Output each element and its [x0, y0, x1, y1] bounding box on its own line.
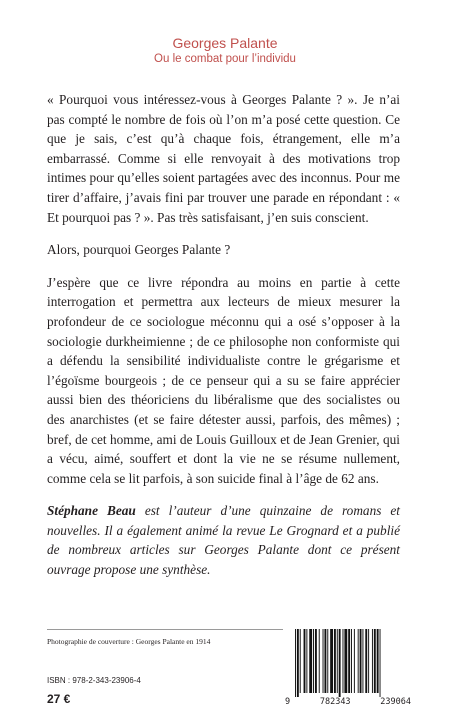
paragraph-question: Alors, pourquoi Georges Palante ?: [47, 242, 231, 258]
barcode-bar: [319, 629, 320, 693]
barcode-bar: [368, 629, 369, 693]
isbn: ISBN : 978-2-343-23906-4: [47, 676, 141, 685]
barcode-bar: [327, 629, 328, 693]
barcode-bar: [295, 629, 296, 697]
price: 27 €: [47, 692, 71, 706]
barcode-digit-lead: 9: [285, 697, 291, 707]
barcode-bar: [360, 629, 362, 693]
cover-header: [0, 35, 450, 66]
barcode-bar: [377, 629, 379, 693]
barcode-digits-right: 239064: [380, 697, 411, 707]
barcode-bar: [337, 629, 338, 693]
barcode-bar: [351, 629, 352, 693]
barcode-bar: [306, 629, 307, 693]
barcode-bar: [380, 629, 381, 697]
barcode-digits: [283, 697, 413, 707]
barcode-bar: [297, 629, 299, 697]
barcode-bar: [315, 629, 317, 693]
author-bio: [47, 501, 400, 579]
back-cover-text: [47, 90, 400, 593]
barcode-bar: [372, 629, 373, 693]
barcode-bars: [283, 627, 413, 697]
book-title: Georges Palante: [172, 35, 278, 51]
book-subtitle: Ou le combat pour l’individu: [154, 53, 296, 65]
barcode-digits-left: 782343: [319, 697, 351, 707]
barcode-bar: [344, 629, 347, 693]
barcode-bar: [313, 629, 314, 693]
paragraph-main: J’espère que ce livre répondra au moins en partie à cette interrogation et permettra aux lecteurs de mieux mesurer la profondeur de ce sociologue méconnu qui a osé s’opposer à la sociologie durkheimienne ; de ce philosophe non conformiste qui a défendu la sensibilité individualiste contre le grégarisme et l’égoïsme bourgeois ; de ce penseur qui a su se faire apprécier aussi bien des théoriciens du libéralisme que des socialistes ou des anarchistes (et se faire détester aussi, parfois, des mêmes) ; bref, de cet homme, ami de Louis Guilloux et de Jean Grenier, qui a vécu, aimé, souffert et dont la vie ne se résume nullement, comme cela se lit parfois, à son suicide final à l’âge de 62 ans.: [47, 274, 400, 486]
barcode-bar: [339, 629, 341, 697]
barcode-bar: [348, 629, 350, 693]
barcode-bar: [324, 629, 326, 693]
barcode-bar: [323, 629, 324, 693]
barcode-bar: [354, 629, 355, 693]
author-name: Stéphane Beau: [47, 503, 136, 519]
barcode-bar: [365, 629, 367, 693]
barcode-bar: [309, 629, 312, 693]
barcode-bar: [362, 629, 363, 693]
barcode-bar: [304, 629, 306, 693]
barcode-bar: [334, 629, 336, 693]
barcode: [283, 627, 413, 705]
author-bio-text: est l’auteur d’une quinzaine de romans et nouvelles. Il a également animé la revue Le Grognard et a publié de nombreux articles sur Georges Palante dont ce présent ouvrage propose une synthèse.: [47, 503, 400, 578]
barcode-bar: [343, 629, 344, 693]
photo-credit: Photographie de couverture : Georges Palante en 1914: [47, 637, 211, 646]
divider: [47, 629, 287, 630]
barcode-bar: [330, 629, 333, 693]
paragraph-intro: « Pourquoi vous intéressez-vous à Georges Palante ? ». Je n’ai pas compté le nombre de fois où l’on m’a posé cette question. Ce que je sais, c’est qu’à chaque fois, étrangement, elle m’a embarrassé. Comme si elle renvoyait à des motivations trop intimes pour qu’elles soient partagées avec des inconnus. Pour me tirer d’affaire, j’avais fini par trouver une parade en répondant : « Et pourquoi pas ? ». Pas très satisfaisant, j’en suis conscient.: [47, 92, 400, 225]
barcode-bar: [358, 629, 359, 693]
barcode-bar: [374, 629, 376, 693]
barcode-bar: [300, 629, 301, 693]
